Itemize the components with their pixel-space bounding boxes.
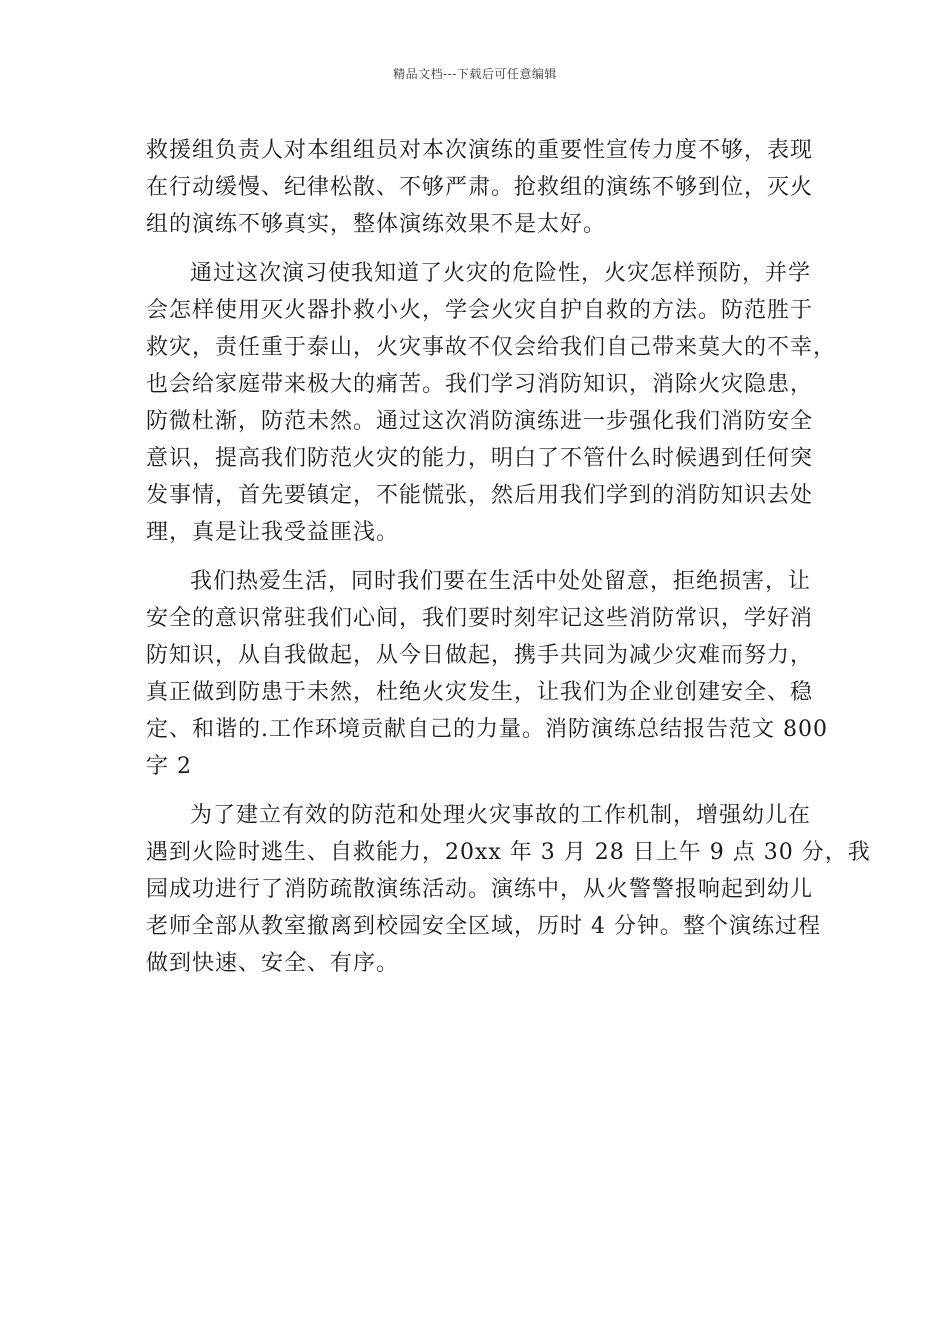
paragraph xyxy=(146,563,828,785)
paragraph-gap xyxy=(146,785,810,797)
document-body xyxy=(146,132,871,982)
paragraph-line: 也会给家庭带来极大的痛苦。我们学习消防知识，消除火灾隐患， xyxy=(146,372,814,397)
paragraph-gap xyxy=(146,243,810,255)
paragraph xyxy=(146,132,814,243)
page-header: 精品文档---下载后可任意编辑 xyxy=(393,67,557,81)
paragraph-line: 定、和谐的.工作环境贡献自己的力量。消防演练总结报告范文 800 xyxy=(146,717,828,742)
paragraph-gap xyxy=(146,551,810,563)
paragraph-line: 老师全部从教室撤离到校园安全区域，历时 4 分钟。整个演练过程 xyxy=(146,914,821,939)
paragraph-line: 安全的意识常驻我们心间，我们要时刻牢记这些消防常识，学好消 xyxy=(146,606,814,631)
paragraph-line: 意识，提高我们防范火灾的能力，明白了不管什么时候遇到任何突 xyxy=(146,446,814,471)
paragraph-line: 防微杜渐，防范未然。通过这次消防演练进一步强化我们消防安全 xyxy=(146,409,814,434)
paragraph-line: 遇到火险时逃生、自救能力，20xx 年 3 月 28 日上午 9 点 30 分，我 xyxy=(146,840,871,865)
paragraph-line: 为了建立有效的防范和处理火灾事故的工作机制，增强幼儿在 xyxy=(190,803,812,828)
paragraph-line: 理，真是让我受益匪浅。 xyxy=(146,520,400,545)
paragraph xyxy=(146,255,837,551)
paragraph-line: 真正做到防患于未然，杜绝火灾发生，让我们为企业创建安全、稳 xyxy=(146,680,814,705)
paragraph xyxy=(146,797,871,982)
paragraph-line: 我们热爱生活，同时我们要在生活中处处留意，拒绝损害，让 xyxy=(190,569,812,594)
paragraph-line: 救援组负责人对本组组员对本次演练的重要性宣传力度不够，表现 xyxy=(146,138,814,163)
paragraph-line: 组的演练不够真实，整体演练效果不是太好。 xyxy=(146,212,607,237)
paragraph-line: 救灾，责任重于泰山，火灾事故不仅会给我们自己带来莫大的不幸， xyxy=(146,335,837,360)
paragraph-line: 做到快速、安全、有序。 xyxy=(146,951,400,976)
paragraph-line: 发事情，首先要镇定，不能慌张，然后用我们学到的消防知识去处 xyxy=(146,483,814,508)
paragraph-line: 园成功进行了消防疏散演练活动。演练中，从火警警报响起到幼儿 xyxy=(146,877,814,902)
paragraph-line: 会怎样使用灭火器扑救小火，学会火灾自护自救的方法。防范胜于 xyxy=(146,298,814,323)
paragraph-line: 通过这次演习使我知道了火灾的危险性，火灾怎样预防，并学 xyxy=(190,261,812,286)
paragraph-line: 防知识，从自我做起，从今日做起，携手共同为减少灾难而努力， xyxy=(146,643,814,668)
paragraph-line: 在行动缓慢、纪律松散、不够严肃。抢救组的演练不够到位，灭火 xyxy=(146,175,814,200)
paragraph-line: 字 2 xyxy=(146,754,192,779)
